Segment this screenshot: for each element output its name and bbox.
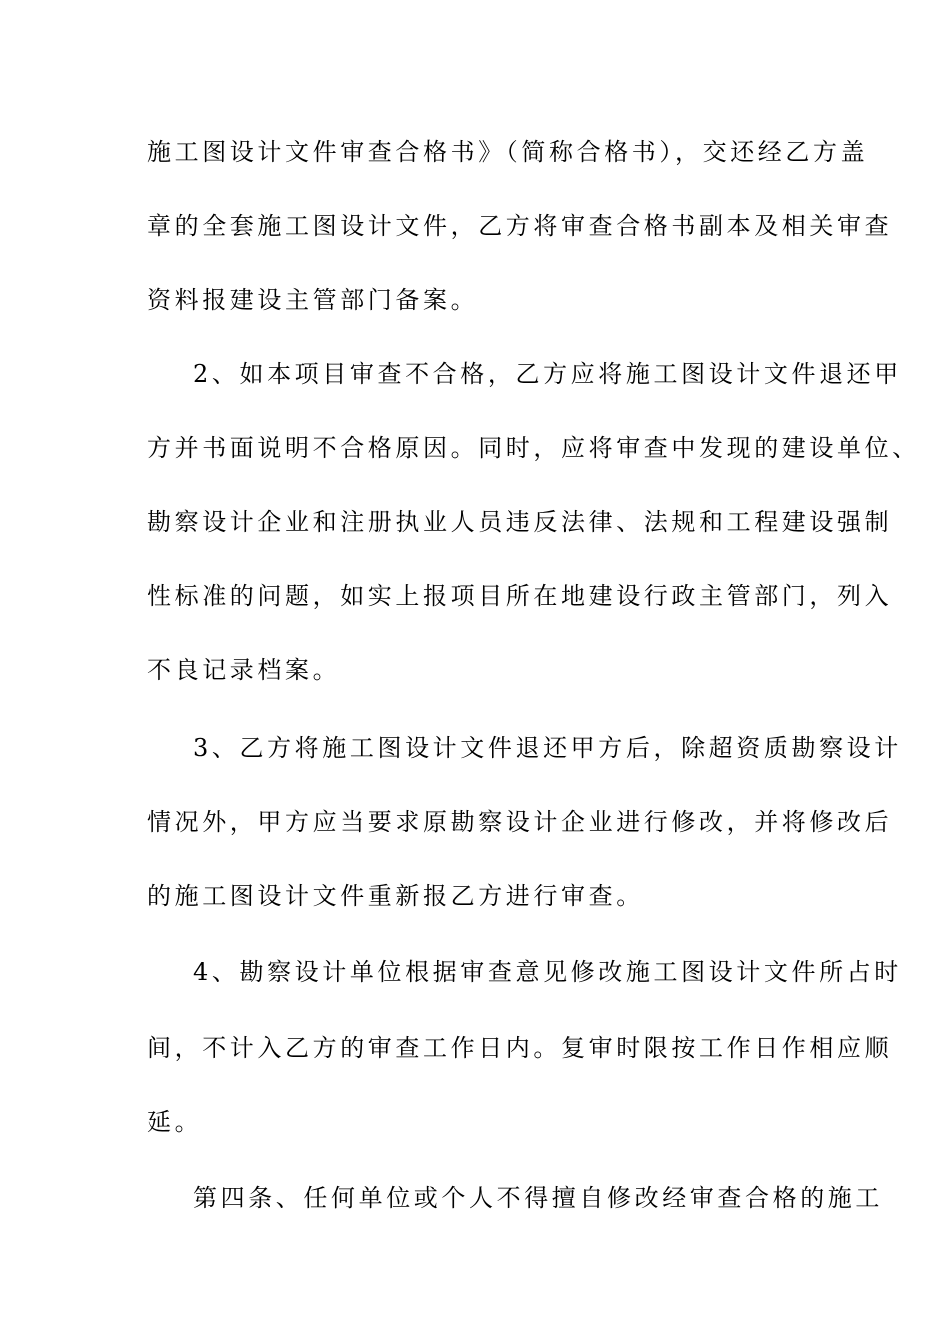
paragraph-2-line-2: 方并书面说明不合格原因。同时，应将审查中发现的建设单位、 xyxy=(147,434,920,462)
text-line-3: 资料报建设主管部门备案。 xyxy=(147,286,479,314)
paragraph-3-line-2: 情况外，甲方应当要求原勘察设计企业进行修改，并将修改后 xyxy=(147,808,893,836)
paragraph-2-line-3: 勘察设计企业和注册执业人员违反法律、法规和工程建设强制 xyxy=(147,508,893,536)
paragraph-4-line-1: 4、勘察设计单位根据审查意见修改施工图设计文件所占时 xyxy=(193,958,902,986)
article-4-line-1: 第四条、任何单位或个人不得擅自修改经审查合格的施工 xyxy=(193,1184,883,1212)
paragraph-3-line-1: 3、乙方将施工图设计文件退还甲方后，除超资质勘察设计 xyxy=(193,734,902,762)
paragraph-4-line-3: 延。 xyxy=(147,1108,203,1136)
paragraph-3-line-3: 的施工图设计文件重新报乙方进行审查。 xyxy=(147,882,644,910)
paragraph-2-line-4: 性标准的问题，如实上报项目所在地建设行政主管部门，列入 xyxy=(147,582,893,610)
paragraph-2-line-5: 不良记录档案。 xyxy=(147,656,341,684)
paragraph-2-line-1: 2、如本项目审查不合格，乙方应将施工图设计文件退还甲 xyxy=(193,360,902,388)
paragraph-4-line-2: 间，不计入乙方的审查工作日内。复审时限按工作日作相应顺 xyxy=(147,1034,893,1062)
text-line-1: 施工图设计文件审查合格书》（简称合格书），交还经乙方盖 xyxy=(147,138,869,166)
text-line-2: 章的全套施工图设计文件，乙方将审查合格书副本及相关审查 xyxy=(147,212,893,240)
